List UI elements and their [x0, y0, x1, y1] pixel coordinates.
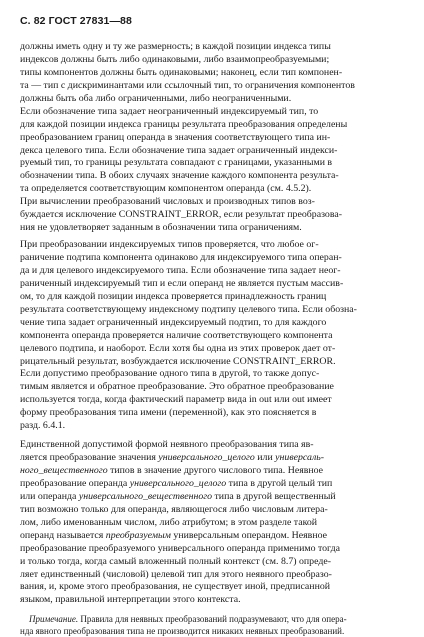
text-line: форму преобразования типа имени (переменной), как это поясняется в [20, 407, 317, 419]
note-line: Примечание. Правила для неявных преобразований подразумевают, что для опера- [29, 614, 347, 625]
text-line: При вычислении преобразований числовых и производных типов воз- [20, 196, 315, 208]
text-line: та определяется соответствующим компонентом операнда (см. 4.5.2). [20, 183, 312, 195]
text-line: ом, то для каждой позиции индекса проверяется принадлежность границ [20, 290, 327, 302]
text-line: лом, либо именованным числом, либо атрибутом; в этом разделе такой [20, 516, 318, 528]
text-line: для каждой позиции индекса границы результата преобразования определены [20, 118, 348, 130]
text-line: разд. 6.4.1. [20, 420, 66, 432]
text-line: используется тогда, когда фактический параметр вида in out или out имеет [20, 394, 332, 406]
text-line: и только тогда, когда самый вложенный полный контекст (см. 8.7) опреде- [20, 555, 331, 567]
text-line: должны иметь одну и ту же размерность; в каждой позиции индекса типы [20, 41, 331, 52]
text-line: Если обозначение типа задает неограниченный индексируемый тип, то [20, 105, 319, 117]
text-line: вания, и, кроме этого преобразования, не существует иной, предписанной [20, 581, 331, 593]
text-line: индексов должны быть либо одинаковыми, либо взаимопреобразуемыми; [20, 53, 330, 65]
text-line: декса целевого типа. Если обозначение типа задает ограниченный индекси- [20, 144, 338, 156]
text-line: языком, правильной интерпретации этого контекста. [20, 594, 241, 606]
text-line: тимым является и обратное преобразование. Это обратное преобразование [20, 381, 334, 393]
text-line: преобразование операнда универсального_целого типа в другой целый тип [20, 477, 333, 489]
note-label: Примечание. [29, 614, 79, 625]
text-line: буждается исключение CONSTRAINT_ERROR, если результат преобразова- [20, 209, 342, 221]
text-line: преобразование преобразуемого универсального операнда применимо тогда [20, 542, 340, 554]
text-line: та — тип с дискриминантами или ссылочный тип, то ограничения компонентов [20, 79, 355, 91]
text-line: компонента операнда проверяется наличие соответствующего компонента [20, 329, 333, 341]
text-line: ляется преобразование значения универсального_целого или универсаль- [20, 452, 324, 464]
note [20, 613, 402, 637]
text-line: ного_вещественного типов в значение другого числового типа. Неявное [20, 465, 324, 476]
text-line: типы компонентов должны быть одинаковыми; наконец, если тип компонен- [20, 66, 343, 78]
paragraph-implicit-conversion [20, 439, 402, 607]
text-line: целевого подтипа, и наоборот. Если хотя бы одна из этих проверок дает от- [20, 342, 336, 354]
text-line: операнд называется преобразуемым универсальным операндом. Неявное [20, 529, 328, 541]
text-line: чение типа задает ограниченный индексируемый подтип, то для каждого [20, 316, 327, 328]
text-line: тип возможно только для операнда, являющегося либо числовым литера- [20, 503, 328, 515]
text-line: ляет единственный (числовой) целевой тип для этого неявного преобразо- [20, 568, 332, 580]
text-line: да и для целевого индексируемого типа. Если обозначение типа задает неог- [20, 264, 341, 276]
text-line: При преобразовании индексируемых типов проверяется, что любое ог- [20, 239, 319, 251]
text-line: руемый тип, то границы результата совпадают с границами, указанными в [20, 157, 333, 169]
text-line: преобразованием границ операнда в значения соответствующего типа ин- [20, 131, 331, 143]
paragraph-group-1 [20, 41, 402, 235]
text-line: обозначении типа. В обоих случаях значение каждого компонента результа- [20, 170, 339, 182]
text-line: должны быть оба либо ограниченными, либо неограниченными. [20, 92, 292, 104]
text-line: рицательный результат, возбуждается исключение CONSTRAINT_ERROR. [20, 355, 336, 367]
text-line: Если допустимо преобразование одного типа в другой, то также допус- [20, 368, 320, 380]
text-line: ния не удовлетворяет заданным в обозначении типа ограничениям. [20, 222, 302, 234]
text-line: раниченный индексируемый тип и если операнд не является пустым массив- [20, 277, 344, 289]
body-text [20, 41, 402, 637]
page-header: С. 82 ГОСТ 27831—88 [20, 15, 132, 27]
text-line: раничение подтипа компонента одинаково для индексируемого типа операн- [20, 252, 342, 263]
text-line: результата соответствующему индексному подтипу целевого типа. Если обозна- [20, 303, 357, 315]
text-line: Единственной допустимой формой неявного преобразования типа яв- [20, 439, 314, 451]
paragraph-group-2 [20, 239, 402, 433]
note-line: нда явного преобразования типа не производится никаких неявных преобразований. [20, 626, 345, 637]
text-line: или операнда универсального_вещественного типа в другой вещественный [20, 490, 336, 502]
